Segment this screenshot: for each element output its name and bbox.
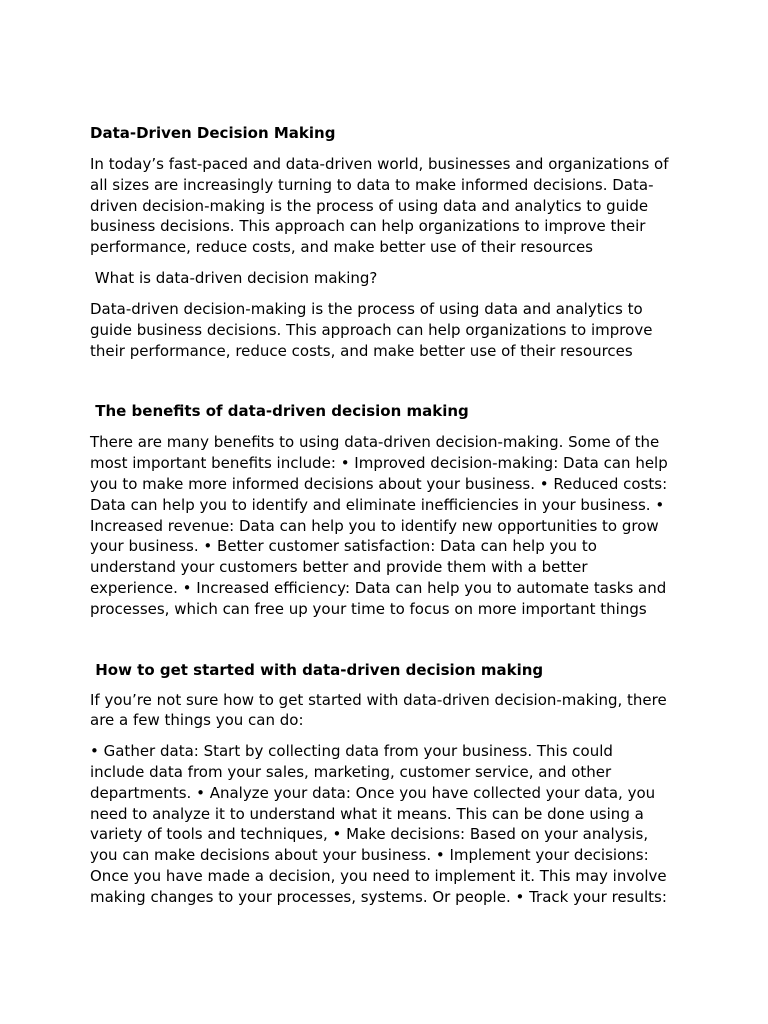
- get-started-intro: If you’re not sure how to get started with data-driven decision-making, there are a few things you can do:: [90, 690, 667, 730]
- question-heading: What is data-driven decision making?: [90, 268, 378, 287]
- intro-paragraph: In today’s fast-paced and data-driven world, businesses and organizations of all sizes are increasingly turning to data to make informed decisions. Data- driven decision-making is the process of using data and analytics to guide business decisions. This approach can help organizations to improve their performance, reduce costs, and make better use of their resources: [90, 155, 669, 257]
- get-started-heading: How to get started with data-driven decision making: [90, 660, 544, 679]
- document-page: [90, 123, 682, 908]
- benefits-paragraph: There are many benefits to using data-driven decision-making. Some of the most important benefits include: • Improved decision-making: Data can help you to make more informed decisions about your business. • Reduced costs: Data can help you to identify and eliminate inefficiencies in your business. • Increased revenue: Data can help you to identify new opportunities to grow your business. • Better customer satisfaction: Data can help you to understand your customers better and provide them with a better experience. • Increased efficiency: Data can help you to automate tasks and processes, which can free up your time to focus on more important things: [90, 433, 668, 618]
- document-title: Data-Driven Decision Making: [90, 124, 336, 142]
- benefits-heading: The benefits of data-driven decision making: [90, 402, 469, 421]
- answer-paragraph: Data-driven decision-making is the process of using data and analytics to guide business decisions. This approach can help organizations to improve their performance, reduce costs, and make better use of their resources: [90, 299, 653, 360]
- get-started-steps: • Gather data: Start by collecting data from your business. This could include data from your sales, marketing, customer service, and other departments. • Analyze your data: Once you have collected your data, you need to analyze it to understand what it means. This can be done using a variety of tools and techniques, • Make decisions: Based on your analysis, you can make decisions about your business. • Implement your decisions: Once you have made a decision, you need to implement it. This may involve making changes to your processes, systems. Or people. • Track your results:: [90, 742, 667, 906]
